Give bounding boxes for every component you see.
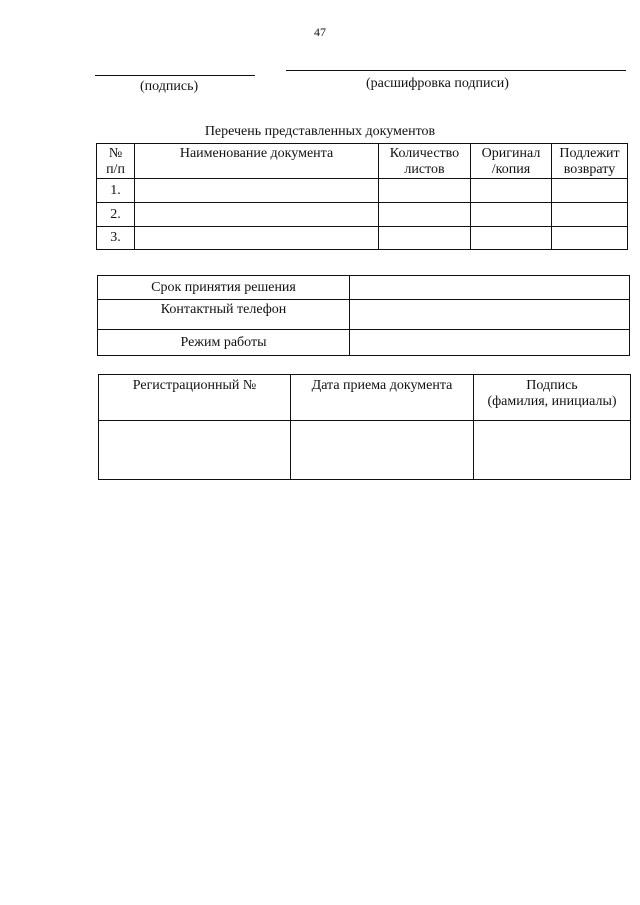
header-registration-number: Регистрационный № [99,375,291,421]
row-original-copy [471,179,552,203]
header-number-line1: № [108,146,123,161]
receipt-date-value [291,421,474,480]
working-hours-value [350,330,630,356]
row-sheet-count [379,227,471,250]
header-number [97,144,135,179]
signature-decoding-caption: (расшифровка подписи) [366,76,509,91]
header-return [552,144,628,179]
signature-line [95,75,255,76]
signature-caption: (подпись) [140,79,199,94]
row-document-name [135,179,379,203]
header-signature [474,375,631,421]
row-sheet-count [379,179,471,203]
header-signature-line1: Подпись [526,378,578,393]
page-number: 47 [314,25,326,39]
contact-info-table [97,275,630,356]
header-count-line2: листов [404,162,445,177]
registration-table [98,374,631,480]
signature-value [474,421,631,480]
row-return [552,227,628,250]
table-row [97,179,628,203]
row-sheet-count [379,203,471,227]
row-document-name [135,227,379,250]
row-document-name [135,203,379,227]
header-return-line2: возврату [563,162,616,177]
table-row [97,203,628,227]
row-original-copy [471,227,552,250]
row-return [552,179,628,203]
row-number: 3. [97,227,135,250]
header-count-line1: Количество [389,146,460,161]
decision-term-label: Срок принятия решения [98,276,350,300]
row-number: 1. [97,179,135,203]
documents-table-header [97,144,628,179]
working-hours-row [98,330,630,356]
row-return [552,203,628,227]
header-original-copy [471,144,552,179]
decision-term-row [98,276,630,300]
row-original-copy [471,203,552,227]
header-original-line2: /копия [491,162,531,177]
phone-row [98,300,630,330]
header-document-name: Наименование документа [135,144,379,179]
decision-term-value [350,276,630,300]
registration-number-value [99,421,291,480]
documents-list-title: Перечень представленных документов [204,124,436,139]
documents-table [96,143,628,250]
phone-label: Контактный телефон [98,300,350,330]
signature-decoding-line [286,70,626,71]
working-hours-label: Режим работы [98,330,350,356]
header-receipt-date: Дата приема документа [291,375,474,421]
registration-header [99,375,631,421]
header-signature-line2: (фамилия, инициалы) [487,394,617,409]
header-number-line2: п/п [106,162,125,177]
row-number: 2. [97,203,135,227]
header-sheet-count [379,144,471,179]
header-return-line1: Подлежит [559,146,620,161]
header-original-line1: Оригинал [481,146,541,161]
table-row [97,227,628,250]
phone-value [350,300,630,330]
table-row [99,421,631,480]
